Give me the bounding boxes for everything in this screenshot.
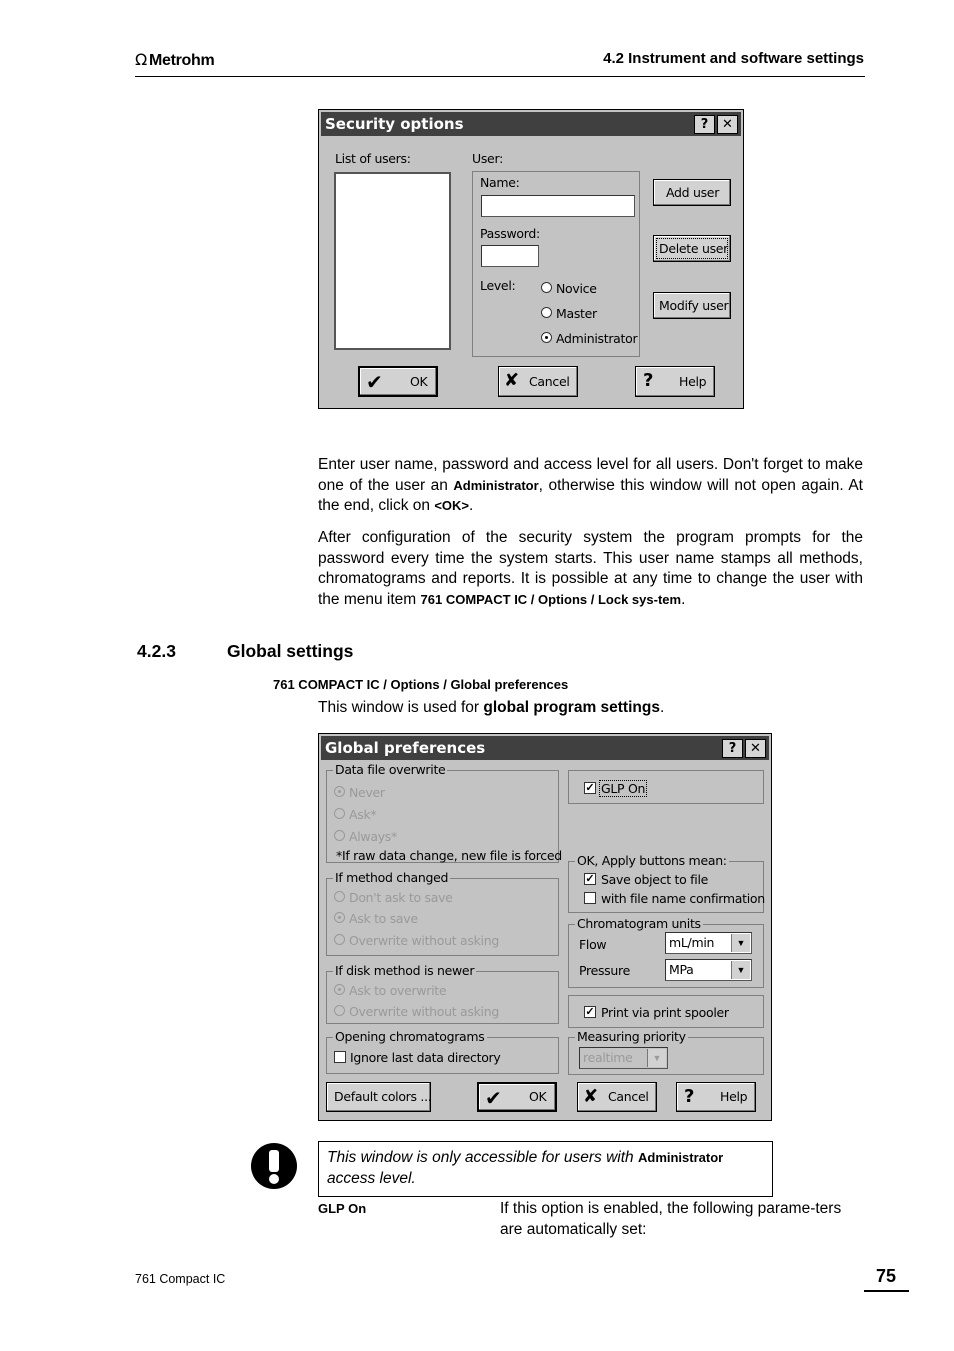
name-input[interactable] (481, 195, 635, 217)
dropdown-arrow-icon[interactable]: ▼ (731, 961, 750, 979)
overwrite-method-radio[interactable] (334, 934, 345, 945)
overwrite-method-label: Overwrite without asking (349, 933, 499, 948)
delete-user-button[interactable]: Delete user (653, 235, 731, 262)
section-heading: 4.2.3 Global settings (137, 641, 354, 661)
page-number-rule (864, 1290, 909, 1292)
question-icon: ? (643, 370, 654, 391)
glp-term: GLP On (318, 1201, 367, 1216)
help-button[interactable]: ? Help (635, 366, 715, 397)
level-master-label: Master (556, 306, 597, 321)
level-novice-label: Novice (556, 281, 597, 296)
level-label: Level: (480, 278, 516, 293)
dialog-title: Security options (325, 115, 464, 133)
footer-product: 761 Compact IC (135, 1272, 226, 1286)
dropdown-arrow-icon[interactable]: ▼ (647, 1049, 666, 1067)
name-label: Name: (480, 175, 520, 190)
close-titlebar-button[interactable]: ✕ (745, 739, 766, 758)
admin-note: This window is only accessible for users with Administrator access level. (318, 1141, 773, 1197)
header-rule (135, 76, 865, 77)
overwrite-disk-label: Overwrite without asking (349, 1004, 499, 1019)
page-number: 75 (875, 1266, 897, 1286)
glp-on-checkbox[interactable]: ✓ (585, 782, 595, 794)
chromatogram-units-group: Chromatogram units (568, 924, 764, 988)
never-radio[interactable] (334, 786, 345, 797)
ask-to-save-label: Ask to save (349, 911, 418, 926)
level-master-radio[interactable] (541, 307, 552, 318)
password-label: Password: (480, 226, 540, 241)
ignore-last-dir-label: Ignore last data directory (350, 1050, 501, 1065)
file-name-confirm-checkbox[interactable] (584, 892, 596, 904)
menu-path: 761 COMPACT IC / Options / Global preferences (273, 677, 569, 692)
glp-on-label: GLP On (601, 781, 646, 796)
file-name-confirm-label: with file name confirmation (601, 891, 765, 906)
header-section-title: 4.2 Instrument and software settings (603, 50, 864, 67)
measuring-priority-group: Measuring priority (568, 1037, 764, 1075)
ignore-last-dir-checkbox[interactable] (334, 1051, 346, 1063)
flow-label: Flow (579, 937, 607, 952)
ask-label: Ask* (349, 807, 377, 822)
brand-logo: Ω Metrohm (135, 50, 215, 69)
ask-to-overwrite-radio[interactable] (334, 984, 345, 995)
dialog-title: Global preferences (325, 739, 486, 757)
cancel-button[interactable]: ✘ Cancel (498, 366, 578, 397)
overwrite-disk-radio[interactable] (334, 1005, 345, 1016)
list-of-users-label: List of users: (335, 151, 411, 166)
never-label: Never (349, 785, 385, 800)
security-options-dialog (318, 109, 744, 409)
paragraph-global-settings: This window is used for global program settings. (318, 699, 665, 716)
question-icon: ? (684, 1086, 695, 1107)
always-label: Always* (349, 829, 397, 844)
method-changed-group: If method changed (326, 878, 559, 956)
add-user-button[interactable]: Add user (653, 179, 731, 206)
ask-to-overwrite-label: Ask to overwrite (349, 983, 447, 998)
omega-icon: Ω (135, 50, 147, 69)
always-radio[interactable] (334, 830, 345, 841)
modify-user-button[interactable]: Modify user (653, 292, 731, 319)
print-spooler-label: Print via print spooler (601, 1005, 729, 1020)
flow-combo[interactable]: mL/min ▼ (665, 932, 752, 954)
print-spooler-checkbox[interactable]: ✓ (585, 1006, 595, 1018)
cross-icon: ✘ (583, 1086, 598, 1107)
dont-ask-label: Don't ask to save (349, 890, 453, 905)
level-administrator-label: Administrator (556, 331, 638, 346)
checkmark-icon: ✔ (485, 1086, 502, 1110)
ask-radio[interactable] (334, 808, 345, 819)
dropdown-arrow-icon[interactable]: ▼ (731, 934, 750, 952)
ask-to-save-radio[interactable] (334, 912, 345, 923)
apply-buttons-group: OK, Apply buttons mean: (568, 861, 764, 913)
paragraph-enter-user: Enter user name, password and access level for all users. Don't forget to make one of the user an Administrator, otherwise this window will not open again. At the end, click on <OK>. (318, 456, 863, 515)
paragraph-security-system: After configuration of the security system the program prompts for the password every time the system starts. This user name stamps all methods, chromatograms and reports. It is possible at any time to change the user with the menu item 761 COMPACT IC / Options / Lock sys-tem. (318, 529, 863, 609)
user-group-label: User: (472, 151, 503, 166)
dialog-title-bar (321, 112, 741, 136)
glp-group (568, 770, 764, 804)
pressure-label: Pressure (579, 963, 630, 978)
dont-ask-radio[interactable] (334, 891, 345, 902)
password-input[interactable] (481, 245, 539, 267)
priority-combo[interactable]: realtime ▼ (579, 1047, 668, 1069)
level-administrator-radio[interactable] (541, 332, 552, 343)
disk-method-newer-group: If disk method is newer (326, 971, 559, 1024)
ok-button[interactable]: ✔ OK (477, 1082, 557, 1112)
default-colors-button[interactable]: Default colors ... (326, 1082, 431, 1112)
dialog-title-bar (321, 736, 769, 760)
ok-button[interactable]: ✔ OK (358, 366, 438, 397)
save-object-label: Save object to file (601, 872, 709, 887)
help-titlebar-button[interactable]: ? (722, 739, 743, 758)
exclamation-icon (250, 1142, 298, 1190)
cancel-button[interactable]: ✘ Cancel (577, 1082, 657, 1112)
global-preferences-dialog (318, 733, 772, 1121)
checkmark-icon: ✔ (366, 370, 383, 394)
help-button[interactable]: ? Help (676, 1082, 756, 1112)
opening-chromatograms-group: Opening chromatograms (326, 1037, 559, 1074)
raw-data-note: *If raw data change, new file is forced (336, 848, 562, 863)
pressure-combo[interactable]: MPa ▼ (665, 959, 752, 981)
close-titlebar-button[interactable]: ✕ (717, 115, 738, 134)
level-novice-radio[interactable] (541, 282, 552, 293)
glp-description: If this option is enabled, the following parame-ters are automatically set: (500, 1200, 842, 1238)
help-titlebar-button[interactable]: ? (694, 115, 715, 134)
save-object-checkbox[interactable]: ✓ (585, 873, 595, 885)
data-file-overwrite-group: Data file overwrite (326, 770, 559, 863)
users-listbox[interactable] (334, 172, 451, 350)
cross-icon: ✘ (504, 370, 519, 391)
